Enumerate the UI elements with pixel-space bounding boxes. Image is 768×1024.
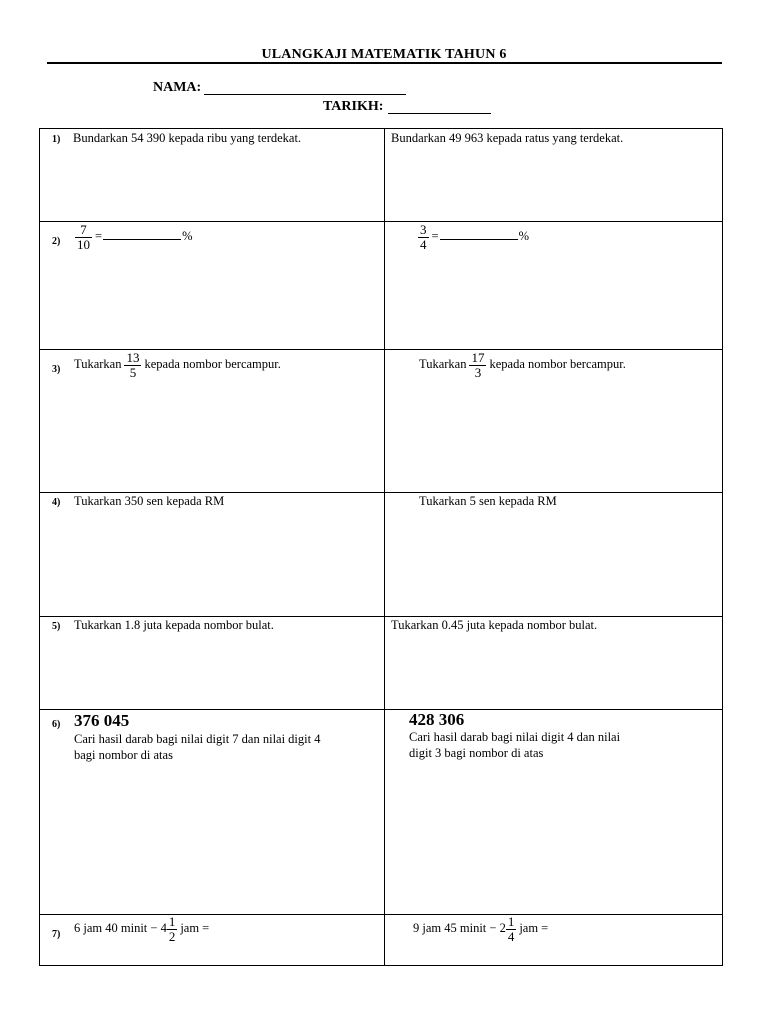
fraction: $\frac{3}{4}$ [420,222,427,252]
question-1-right-cell[interactable] [385,129,722,221]
question-number: 7) [52,929,61,940]
question-number: 5) [52,621,61,632]
question-2-right-expression: $\frac{3}{4}$ = % [420,222,529,252]
question-3-right-expression: Tukarkan $\frac{17}{3}$ kepada nombor bercampur. [419,350,626,380]
question-6-left-line-2: bagi nombor di atas [74,748,173,762]
question-number: 4) [52,497,61,508]
question-5-left-cell[interactable] [40,617,385,709]
question-5-left-text: Tukarkan 1.8 juta kepada nombor bulat. [74,618,274,632]
name-label: NAMA: [153,80,202,95]
worksheet-title: ULANGKAJI MATEMATIK TAHUN 6 [261,47,507,62]
question-6-right-line-1: Cari hasil darab bagi nilai digit 4 dan nilai [409,730,621,744]
question-number: 1) [52,134,61,145]
question-6-left-number: 376 045 [74,711,130,730]
question-2-right-cell[interactable] [385,222,722,349]
question-2-left-cell[interactable] [40,222,385,349]
question-3-left-cell[interactable] [40,350,385,492]
question-2-left-expression: $\frac{7}{10}$ = % [77,222,193,252]
fraction: $\frac{1}{4}$ [507,914,515,944]
question-row-2 [40,222,722,350]
question-row-5 [40,617,722,710]
question-6-right-line-2: digit 3 bagi nombor di atas [409,746,544,760]
fraction: $\frac{17}{3}$ [471,350,485,380]
title-underline [47,62,722,64]
question-row-7 [40,915,722,965]
question-number: 6) [52,719,61,730]
date-label: TARIKH: [323,99,384,114]
question-1-right-text: Bundarkan 49 963 kepada ratus yang terdekat. [391,131,624,145]
question-1-left-cell[interactable] [40,129,385,221]
question-1-left-text: Bundarkan 54 390 kepada ribu yang terdekat. [73,131,302,145]
question-row-3 [40,350,722,493]
date-blank-line[interactable] [388,113,491,114]
question-row-1 [40,129,722,222]
question-7-left-cell[interactable] [40,915,385,965]
question-6-right-cell[interactable] [385,710,722,914]
question-number: 3) [52,364,61,375]
question-5-right-text: Tukarkan 0.45 juta kepada nombor bulat. [391,618,598,632]
question-6-left-cell[interactable] [40,710,385,914]
question-4-left-cell[interactable] [40,493,385,616]
question-table [39,128,723,966]
question-row-4 [40,493,722,617]
question-number: 2) [52,236,61,247]
question-5-right-cell[interactable] [385,617,722,709]
answer-blank[interactable] [440,227,518,240]
question-4-right-cell[interactable] [385,493,722,616]
fraction: $\frac{13}{5}$ [126,350,140,380]
question-7-right-cell[interactable] [385,915,722,965]
question-7-left-expression: 6 jam 40 minit − 4 $\frac{1}{2}$ jam = [74,914,210,944]
fraction: $\frac{7}{10}$ [77,222,90,252]
question-4-left-text: Tukarkan 350 sen kepada RM [74,494,225,508]
question-row-6 [40,710,722,915]
question-3-right-cell[interactable] [385,350,722,492]
question-6-left-line-1: Cari hasil darab bagi nilai digit 7 dan nilai digit 4 [74,732,321,746]
question-4-right-text: Tukarkan 5 sen kepada RM [419,494,557,508]
question-7-right-expression: 9 jam 45 minit − 2 $\frac{1}{4}$ jam = [413,914,549,944]
fraction: $\frac{1}{2}$ [168,914,176,944]
answer-blank[interactable] [103,227,181,240]
name-blank-line[interactable] [204,94,406,95]
question-3-left-expression: Tukarkan $\frac{13}{5}$ kepada nombor bercampur. [74,350,281,380]
question-6-right-number: 428 306 [409,710,465,729]
